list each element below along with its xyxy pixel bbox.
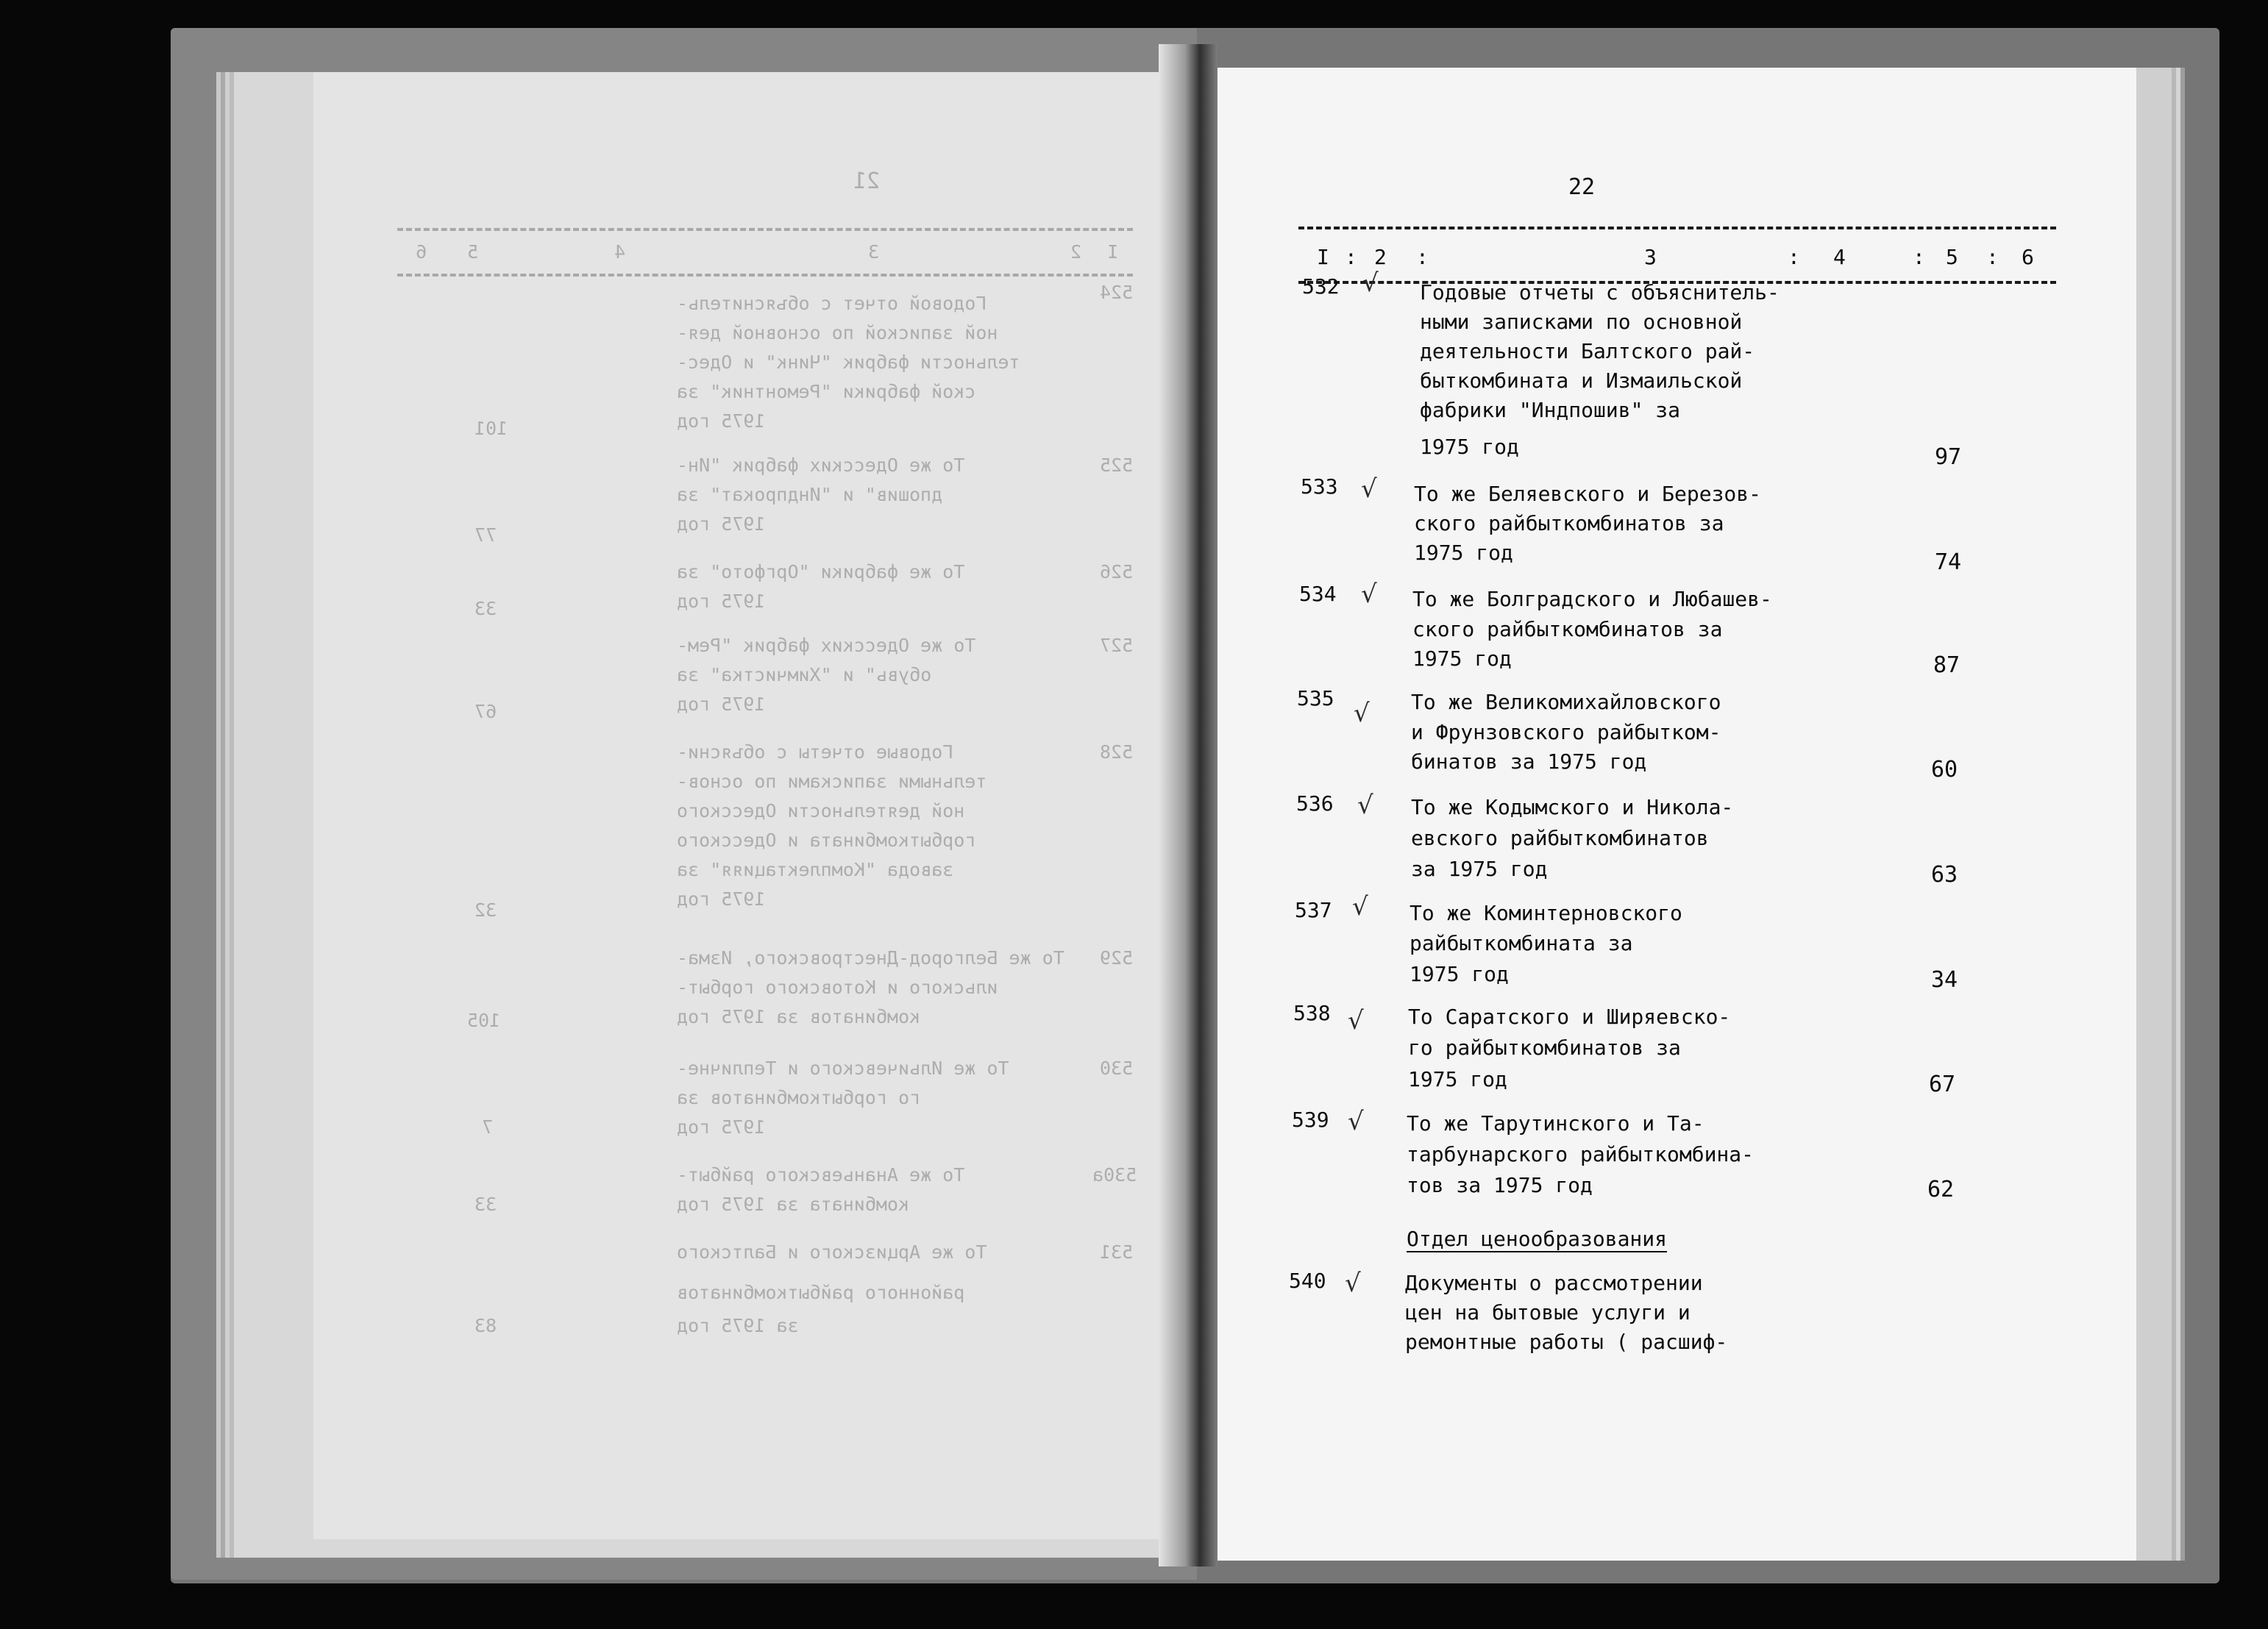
- entry-line: тов за 1975 год: [1407, 1173, 1593, 1197]
- left-line: обувь" и "Химчистка" за: [677, 664, 932, 685]
- section-heading: Отдел ценообразования: [1407, 1227, 1668, 1251]
- entry-line: ского райбыткомбинатов за: [1414, 511, 1724, 535]
- entry-line: То же Болградского и Любашев-: [1412, 587, 1772, 611]
- left-sheet-count: 67: [474, 701, 497, 722]
- row-number: 532: [1302, 274, 1340, 299]
- entry-line: 1975 год: [1412, 646, 1512, 671]
- entry-line: быткомбината и Измаильской: [1420, 368, 1743, 393]
- entry-line: То же Беляевского и Березов-: [1414, 482, 1762, 506]
- left-sheet-count: 105: [467, 1010, 501, 1031]
- left-row-number: 530а: [1092, 1164, 1137, 1186]
- left-line: ской фабрики "Ремонтник" за: [677, 381, 976, 402]
- row-number: 536: [1296, 791, 1334, 816]
- entry-line: ремонтные работы ( расшиф-: [1405, 1330, 1728, 1354]
- left-sheet-count: 33: [474, 598, 497, 619]
- row-number: 540: [1289, 1269, 1326, 1293]
- row-number: 533: [1301, 474, 1338, 499]
- check-mark-icon: √: [1357, 791, 1373, 820]
- sheet-count: 60: [1931, 757, 1958, 783]
- left-header-col-3: 3: [868, 241, 880, 263]
- left-line: горбыткомбината и Одесского: [677, 830, 976, 851]
- check-mark-icon: √: [1352, 892, 1368, 922]
- col-header-4: 4: [1833, 245, 1846, 269]
- left-line: 1975 год: [677, 1116, 766, 1138]
- left-header-rule-bottom: [397, 274, 1133, 277]
- entry-line: То же Кодымского и Никола-: [1411, 795, 1734, 819]
- entry-line: 1975 год: [1420, 435, 1519, 459]
- left-sheet-count: 7: [482, 1116, 494, 1138]
- sheet-count: 74: [1935, 549, 1962, 575]
- left-row-number: 530: [1100, 1058, 1134, 1079]
- entry-line: и Фрунзовского райбытком-: [1411, 720, 1721, 744]
- entry-line: 1975 год: [1414, 541, 1513, 565]
- check-mark-icon: √: [1362, 268, 1379, 298]
- col-header-6: 6: [2022, 245, 2034, 269]
- left-line: комбината за 1975 год: [677, 1194, 910, 1215]
- sheet-count: 97: [1935, 444, 1962, 470]
- left-line: То же Белгород-Днестровского, Изма-: [677, 947, 1064, 969]
- left-line: тельности фабрик "Чинк" и Одес-: [677, 352, 1020, 373]
- left-line: То же Одесских фабрик "Ин-: [677, 455, 965, 476]
- row-number: 535: [1297, 686, 1334, 710]
- entry-line: деятельности Балтского рай-: [1420, 339, 1755, 363]
- left-sheet-count: 101: [474, 418, 508, 439]
- entry-line: То же Великомихайловского: [1411, 690, 1721, 714]
- check-mark-icon: √: [1361, 580, 1377, 609]
- left-header-col-1: I: [1107, 241, 1119, 263]
- left-line: ной запиской по основной дея-: [677, 322, 998, 343]
- left-line: комбинатов за 1975 год: [677, 1006, 921, 1027]
- check-mark-icon: √: [1361, 474, 1377, 504]
- entry-line: То же Коминтерновского: [1409, 901, 1682, 925]
- col-header-2: 2: [1374, 245, 1387, 269]
- sheet-count: 87: [1933, 652, 1960, 678]
- left-sheet-count: 77: [474, 524, 497, 546]
- left-line: 1975 год: [677, 591, 766, 612]
- left-line: 1975 год: [677, 888, 766, 910]
- entry-line: тарбунарского райбыткомбина-: [1407, 1142, 1755, 1166]
- left-line: 1975 год: [677, 513, 766, 535]
- entry-line: го райбыткомбинатов за: [1408, 1035, 1681, 1060]
- left-page-number: 21: [853, 168, 881, 194]
- check-mark-icon: √: [1354, 699, 1370, 728]
- check-mark-icon: √: [1348, 1006, 1364, 1035]
- left-line: завода "Комплектацияя" за: [677, 859, 954, 880]
- entry-line: Документы о рассмотрении: [1405, 1271, 1703, 1295]
- entry-line: фабрики "Индпошив" за: [1420, 398, 1681, 422]
- left-line: дпошив" и "Индпрокат" за: [677, 484, 943, 505]
- left-header-col-4: 4: [614, 241, 626, 263]
- left-line: районного райбыткомбинатов: [677, 1282, 965, 1303]
- entry-line: 1975 год: [1409, 962, 1509, 986]
- entry-line: То же Тарутинского и Та-: [1407, 1111, 1704, 1136]
- left-line: ной деятельности Одесского: [677, 800, 965, 821]
- sheet-count: 34: [1931, 967, 1958, 993]
- left-header-rule-top: [397, 228, 1133, 231]
- row-number: 538: [1293, 1001, 1331, 1025]
- sheet-count: 63: [1931, 862, 1958, 888]
- left-header-col-5: 5: [467, 241, 479, 263]
- entry-line: бинатов за 1975 год: [1411, 749, 1647, 774]
- col-header-3: 3: [1644, 245, 1657, 269]
- row-number: 534: [1299, 582, 1337, 606]
- left-sheet-count: 83: [474, 1315, 497, 1336]
- book-gutter: [1159, 44, 1217, 1566]
- left-line: Годовой отчет с объяснитель-: [677, 293, 987, 314]
- left-line: ильского и Котовского горбыт-: [677, 977, 998, 998]
- left-line: То же Ананьевского райбыт-: [677, 1164, 965, 1186]
- left-sheet-count: 32: [474, 899, 497, 921]
- check-mark-icon: √: [1345, 1269, 1361, 1298]
- sheet-count: 62: [1927, 1177, 1955, 1202]
- sheet-count: 67: [1929, 1072, 1956, 1097]
- left-line: тельными записками по основ-: [677, 771, 987, 792]
- left-line: за 1975 год: [677, 1315, 799, 1336]
- left-header-col-6: 6: [416, 241, 427, 263]
- left-row-number: 529: [1100, 947, 1134, 969]
- left-line: Годовые отчеты с объясни-: [677, 741, 954, 763]
- check-mark-icon: √: [1348, 1107, 1364, 1136]
- left-row-number: 524: [1100, 282, 1134, 303]
- entry-line: Годовые отчеты с объяснитель-: [1420, 280, 1780, 304]
- row-number: 537: [1295, 898, 1332, 922]
- left-row-number: 526: [1100, 561, 1134, 582]
- right-header-rule-top: [1298, 227, 2056, 229]
- left-line: 1975 год: [677, 694, 766, 715]
- entry-line: цен на бытовые услуги и: [1405, 1300, 1691, 1325]
- entry-line: То Саратского и Ширяевско-: [1408, 1005, 1731, 1029]
- entry-line: ского райбыткомбинатов за: [1412, 617, 1723, 641]
- left-line: го горбыткомбинатов за: [677, 1087, 921, 1108]
- entry-line: за 1975 год: [1411, 857, 1548, 881]
- left-line: То же Арцизского и Балтского: [677, 1241, 987, 1263]
- left-row-number: 528: [1100, 741, 1134, 763]
- entry-line: евского райбыткомбинатов: [1411, 826, 1709, 850]
- left-line: То же Ильичевского и Тепличне-: [677, 1058, 1009, 1079]
- left-line: То же фабрики "Оргфото" за: [677, 561, 965, 582]
- right-page-number: 22: [1568, 174, 1596, 200]
- entry-line: райбыткомбината за: [1409, 931, 1633, 955]
- left-header-col-2: 2: [1070, 241, 1082, 263]
- col-header-1: I: [1317, 245, 1329, 269]
- left-row-number: 527: [1100, 635, 1134, 656]
- col-header-5: 5: [1946, 245, 1958, 269]
- entry-line: ными записками по основной: [1420, 310, 1743, 334]
- entry-line: 1975 год: [1408, 1067, 1507, 1091]
- left-row-number: 531: [1100, 1241, 1134, 1263]
- left-sheet-count: 33: [474, 1194, 497, 1215]
- left-line: 1975 год: [677, 410, 766, 432]
- row-number: 539: [1292, 1108, 1329, 1132]
- left-row-number: 525: [1100, 455, 1134, 476]
- left-line: То же Одесских фабрик "Рем-: [677, 635, 976, 656]
